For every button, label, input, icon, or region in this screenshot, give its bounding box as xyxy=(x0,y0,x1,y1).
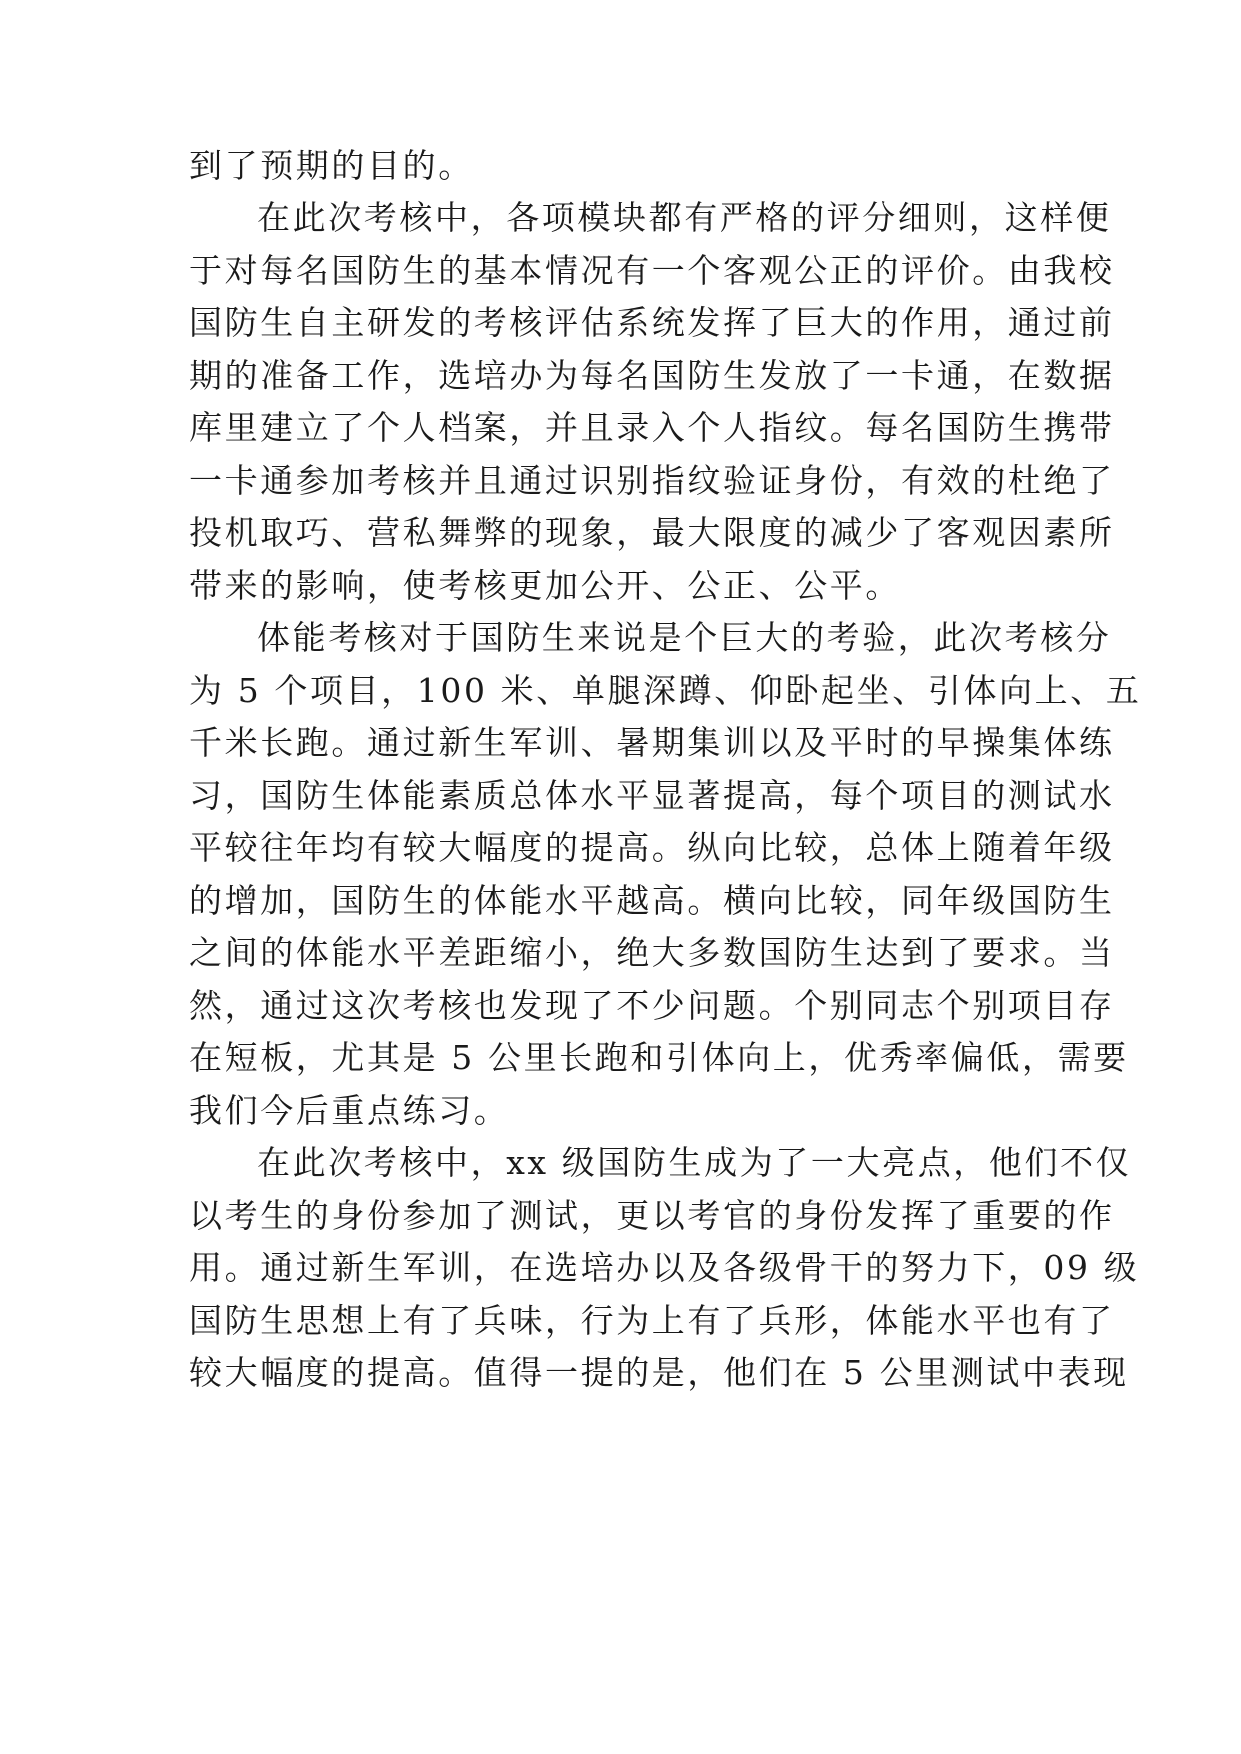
text-line: 到了预期的目的。 xyxy=(189,146,474,185)
text-line: 库里建立了个人档案，并且录入个人指纹。每名国防生携带 xyxy=(189,408,1115,447)
text-line: 然，通过这次考核也发现了不少问题。个别同志个别项目存 xyxy=(189,986,1115,1025)
text-line: 较大幅度的提高。值得一提的是，他们在 5 公里测试中表现 xyxy=(189,1353,1129,1392)
text-line: 一卡通参加考核并且通过识别指纹验证身份，有效的杜绝了 xyxy=(189,461,1115,500)
text-line: 的增加，国防生的体能水平越高。横向比较，同年级国防生 xyxy=(189,881,1115,920)
text-line: 平较往年均有较大幅度的提高。纵向比较，总体上随着年级 xyxy=(189,828,1115,867)
text-line: 为 5 个项目，100 米、单腿深蹲、仰卧起坐、引体向上、五 xyxy=(189,671,1142,710)
paragraph-first-line: 在此次考核中，各项模块都有严格的评分细则，这样便 xyxy=(257,198,1112,237)
paragraph-first-line: 体能考核对于国防生来说是个巨大的考验，此次考核分 xyxy=(257,618,1112,657)
text-line: 习，国防生体能素质总体水平显著提高，每个项目的测试水 xyxy=(189,776,1115,815)
text-line: 期的准备工作，选培办为每名国防生发放了一卡通，在数据 xyxy=(189,356,1115,395)
text-line: 国防生思想上有了兵味，行为上有了兵形，体能水平也有了 xyxy=(189,1301,1115,1340)
text-line: 以考生的身份参加了测试，更以考官的身份发挥了重要的作 xyxy=(189,1196,1115,1235)
text-line: 带来的影响，使考核更加公开、公正、公平。 xyxy=(189,566,901,605)
text-line: 在短板，尤其是 5 公里长跑和引体向上，优秀率偏低，需要 xyxy=(189,1038,1129,1077)
text-line: 于对每名国防生的基本情况有一个客观公正的评价。由我校 xyxy=(189,251,1115,290)
paragraph-first-line: 在此次考核中，xx 级国防生成为了一大亮点，他们不仅 xyxy=(257,1143,1132,1182)
text-line: 千米长跑。通过新生军训、暑期集训以及平时的早操集体练 xyxy=(189,723,1115,762)
text-line: 我们今后重点练习。 xyxy=(189,1091,510,1130)
text-line: 之间的体能水平差距缩小，绝大多数国防生达到了要求。当 xyxy=(189,933,1115,972)
text-line: 用。通过新生军训，在选培办以及各级骨干的努力下，09 级 xyxy=(189,1248,1140,1287)
text-line: 国防生自主研发的考核评估系统发挥了巨大的作用，通过前 xyxy=(189,303,1115,342)
text-line: 投机取巧、营私舞弊的现象，最大限度的减少了客观因素所 xyxy=(189,513,1115,552)
